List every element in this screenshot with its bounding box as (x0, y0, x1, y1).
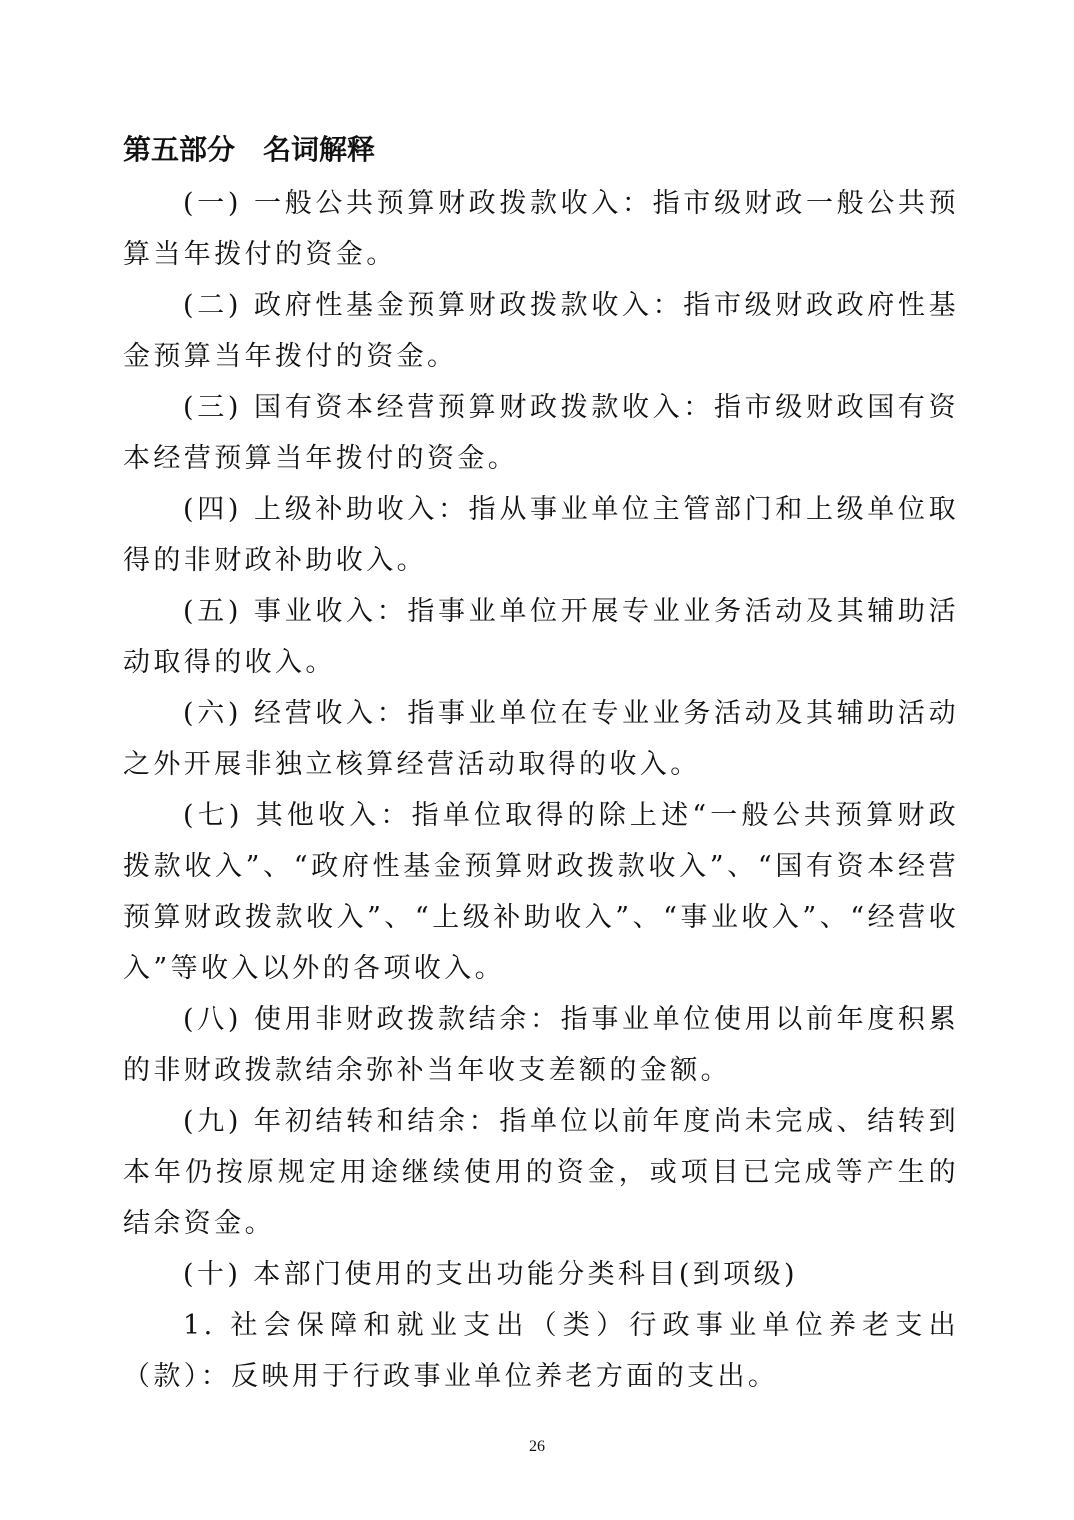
definition-paragraph-7: (七) 其他收入：指单位取得的除上述“一般公共预算财政拨款收入”、“政府性基金预算财政拨款收入”、“国有资本经营预算财政拨款收入”、“上级补助收入”、“事业收入”、“经营收入”等收入以外的各项收入。 (123, 800, 959, 984)
definition-paragraph-6: (六) 经营收入：指事业单位在专业业务活动及其辅助活动之外开展非独立核算经营活动取得的收入。 (123, 698, 959, 780)
definition-paragraph-4: (四) 上级补助收入：指从事业单位主管部门和上级单位取得的非财政补助收入。 (123, 494, 959, 576)
definition-paragraph-2: (二) 政府性基金预算财政拨款收入：指市级财政政府性基金预算当年拨付的资金。 (123, 290, 959, 372)
definition-paragraph-9: (九) 年初结转和结余：指单位以前年度尚未完成、结转到本年仍按原规定用途继续使用的资金，或项目已完成等产生的结余资金。 (123, 1106, 959, 1239)
definition-paragraph-10: (十) 本部门使用的支出功能分类科目(到项级) (183, 1259, 798, 1290)
definition-paragraph-8: (八) 使用非财政拨款结余：指事业单位使用以前年度积累的非财政拨款结余弥补当年收支差额的金额。 (123, 1004, 959, 1086)
page-number: 26 (529, 1438, 545, 1455)
document-page (123, 128, 959, 1402)
definition-paragraph-5: (五) 事业收入：指事业单位开展专业业务活动及其辅助活动取得的收入。 (123, 596, 959, 678)
definition-paragraph-1: (一) 一般公共预算财政拨款收入：指市级财政一般公共预算当年拨付的资金。 (123, 188, 959, 270)
section-heading: 第五部分 名词解释 (123, 133, 376, 166)
definition-paragraph-11: 1. 社会保障和就业支出（类）行政事业单位养老支出（款）：反映用于行政事业单位养老方面的支出。 (123, 1310, 959, 1392)
definition-paragraph-3: (三) 国有资本经营预算财政拨款收入：指市级财政国有资本经营预算当年拨付的资金。 (123, 392, 959, 474)
